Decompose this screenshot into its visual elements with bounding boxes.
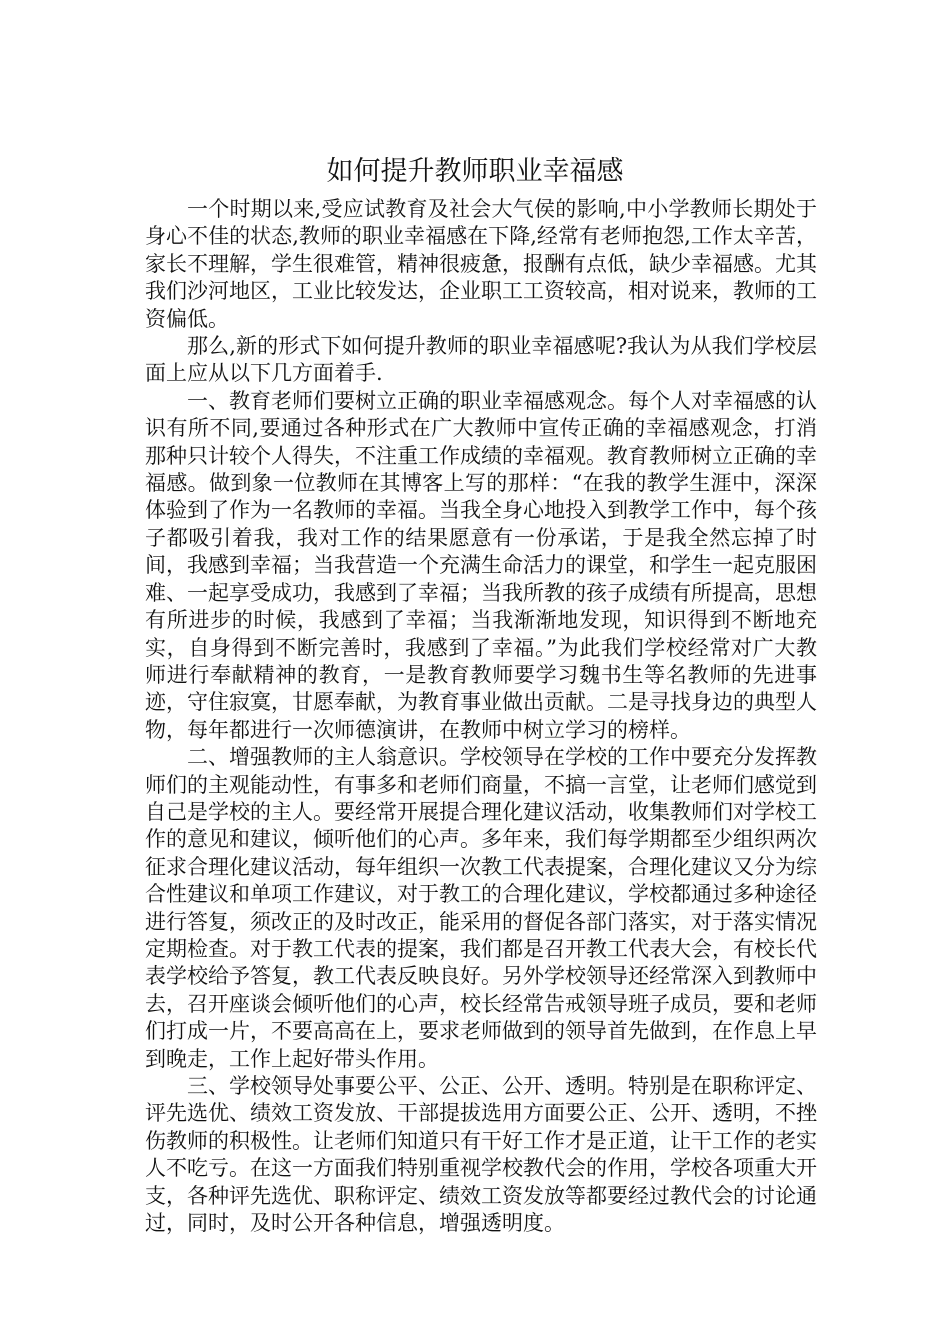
paragraph-section-1: 一、教育老师们要树立正确的职业幸福感观念。每个人对幸福感的认识有所不同,要通过各种形式在广大教师中宣传正确的幸福感观念，打消那种只计较个人得失，不注重工作成绩的幸福观。教育教师树立正确的幸福感。做到象一位教师在其博客上写的那样：“在我的教学生涯中，深深体验到了作为一名教师的幸福。当我全身心地投入到教学工作中，每个孩子都吸引着我，我对工作的结果愿意有一份承诺，于是我全然忘掉了时间，我感到幸福；当我营造一个充满生命活力的课堂，和学生一起克服困难、一起享受成功，我感到了幸福；当我所教的孩子成绩有所提高，思想有所进步的时候，我感到了幸福；当我渐渐地发现，知识得到不断地充实，自身得到不断完善时，我感到了幸福。”为此我们学校经常对广大教师进行奉献精神的教育，一是教育教师要学习魏书生等名教师的先进事迹，守住寂寞，甘愿奉献，为教育事业做出贡献。二是寻找身边的典型人物，每年都进行一次师德演讲，在教师中树立学习的榜样。: [145, 388, 817, 742]
paragraph-section-3: 三、学校领导处事要公平、公正、公开、透明。特别是在职称评定、评先选优、绩效工资发放、干部提拔选用方面要公正、公开、透明，不挫伤教师的积极性。让老师们知道只有干好工作才是正道，让干工作的老实人不吃亏。在这一方面我们特别重视学校教代会的作用，学校各项重大开支，各种评先选优、职称评定、绩效工资发放等都要经过教代会的讨论通过，同时，及时公开各种信息，增强透明度。: [145, 1074, 817, 1236]
document-title: 如何提升教师职业幸福感: [326, 156, 624, 187]
paragraph-section-2: 二、增强教师的主人翁意识。学校领导在学校的工作中要充分发挥教师们的主观能动性，有事多和老师们商量，不搞一言堂，让老师们感觉到自己是学校的主人。要经常开展提合理化建议活动，收集教师们对学校工作的意见和建议，倾听他们的心声。多年来，我们每学期都至少组织两次征求合理化建议活动，每年组织一次教工代表提案，合理化建议又分为综合性建议和单项工作建议，对于教工的合理化建议，学校都通过多种途径进行答复，须改正的及时改正，能采用的督促各部门落实，对于落实情况定期检查。对于教工代表的提案，我们都是召开教工代表大会，有校长代表学校给予答复，教工代表反映良好。另外学校领导还经常深入到教师中去，召开座谈会倾听他们的心声，校长经常告戒领导班子成员，要和老师们打成一片，不要高高在上，要求老师做到的领导首先做到，在作息上早到晚走，工作上起好带头作用。: [145, 745, 817, 1071]
document-body: [145, 196, 817, 1237]
paragraph-question: 那么,新的形式下如何提升教师的职业幸福感呢?我认为从我们学校层面上应从以下几方面着手.: [145, 334, 817, 386]
paragraph-intro: 一个时期以来,受应试教育及社会大气侯的影响,中小学教师长期处于身心不佳的状态,教师的职业幸福感在下降,经常有老师抱怨,工作太辛苦，家长不理解，学生很难管，精神很疲惫，报酬有点低，缺少幸福感。尤其我们沙河地区，工业比较发达，企业职工工资较高，相对说来，教师的工资偏低。: [145, 197, 817, 331]
